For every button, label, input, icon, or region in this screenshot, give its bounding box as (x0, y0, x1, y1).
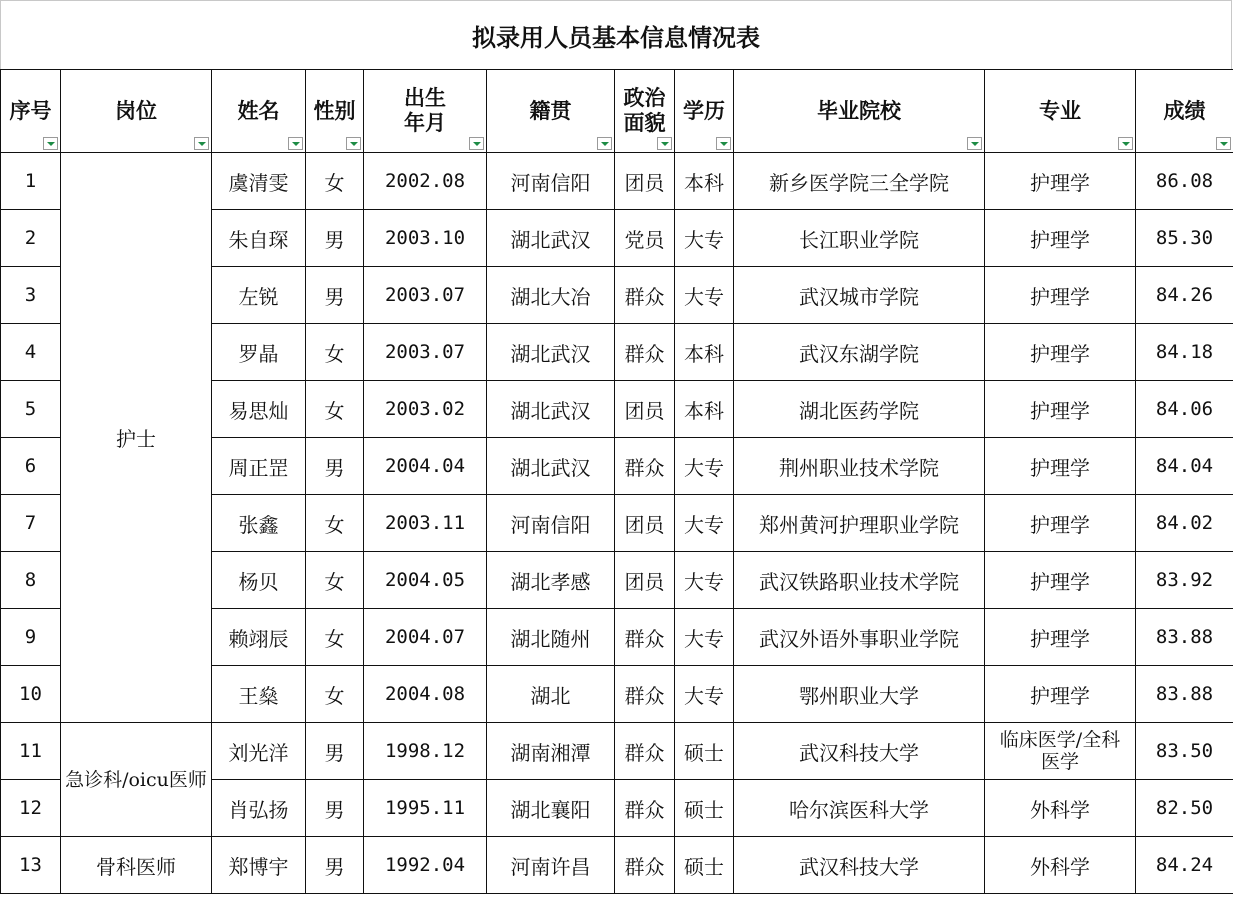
cell-origin[interactable]: 湖北孝感 (487, 552, 615, 609)
filter-dropdown-icon[interactable] (1118, 137, 1133, 150)
cell-school[interactable]: 武汉铁路职业技术学院 (734, 552, 985, 609)
header-cell[interactable]: 序号 (1, 70, 61, 153)
cell-political[interactable]: 群众 (615, 267, 675, 324)
cell-political[interactable]: 群众 (615, 609, 675, 666)
cell-education[interactable]: 硕士 (675, 723, 734, 780)
cell-position-group[interactable]: 急诊科/oicu医师 (61, 723, 212, 837)
cell-origin[interactable]: 湖北襄阳 (487, 780, 615, 837)
cell-no[interactable]: 7 (1, 495, 61, 552)
cell-score[interactable]: 83.88 (1136, 666, 1233, 723)
filter-dropdown-icon[interactable] (657, 137, 672, 150)
cell-political[interactable]: 团员 (615, 552, 675, 609)
cell-score[interactable]: 86.08 (1136, 153, 1233, 210)
cell-origin[interactable]: 湖南湘潭 (487, 723, 615, 780)
cell-birth[interactable]: 2004.05 (364, 552, 487, 609)
cell-score[interactable]: 84.06 (1136, 381, 1233, 438)
header-cell[interactable]: 姓名 (212, 70, 306, 153)
cell-school[interactable]: 荆州职业技术学院 (734, 438, 985, 495)
table-row (1, 153, 1233, 210)
cell-major[interactable]: 护理学 (985, 495, 1136, 552)
cell-score[interactable]: 84.26 (1136, 267, 1233, 324)
cell-birth[interactable]: 2003.07 (364, 267, 487, 324)
cell-origin[interactable]: 湖北武汉 (487, 324, 615, 381)
cell-no[interactable]: 6 (1, 438, 61, 495)
cell-no[interactable]: 5 (1, 381, 61, 438)
cell-score[interactable]: 83.50 (1136, 723, 1233, 780)
cell-gender[interactable]: 女 (306, 666, 364, 723)
cell-major[interactable]: 护理学 (985, 666, 1136, 723)
table-row (1, 837, 1233, 894)
cell-birth[interactable]: 2003.07 (364, 324, 487, 381)
cell-score[interactable]: 85.30 (1136, 210, 1233, 267)
cell-no[interactable]: 13 (1, 837, 61, 894)
cell-school[interactable]: 长江职业学院 (734, 210, 985, 267)
cell-score[interactable]: 84.24 (1136, 837, 1233, 894)
cell-score[interactable]: 82.50 (1136, 780, 1233, 837)
cell-name[interactable]: 张鑫 (212, 495, 306, 552)
cell-political[interactable]: 党员 (615, 210, 675, 267)
cell-school[interactable]: 武汉科技大学 (734, 723, 985, 780)
cell-gender[interactable]: 女 (306, 381, 364, 438)
cell-no[interactable]: 1 (1, 153, 61, 210)
filter-dropdown-icon[interactable] (346, 137, 361, 150)
cell-name[interactable]: 王燊 (212, 666, 306, 723)
cell-score[interactable]: 84.18 (1136, 324, 1233, 381)
cell-political[interactable]: 团员 (615, 495, 675, 552)
cell-birth[interactable]: 2004.04 (364, 438, 487, 495)
filter-dropdown-icon[interactable] (288, 137, 303, 150)
filter-dropdown-icon[interactable] (597, 137, 612, 150)
cell-school[interactable]: 郑州黄河护理职业学院 (734, 495, 985, 552)
cell-gender[interactable]: 男 (306, 780, 364, 837)
cell-major[interactable]: 外科学 (985, 780, 1136, 837)
cell-birth[interactable]: 1998.12 (364, 723, 487, 780)
cell-name[interactable]: 周正罡 (212, 438, 306, 495)
cell-no[interactable]: 3 (1, 267, 61, 324)
cell-name[interactable]: 赖翊辰 (212, 609, 306, 666)
cell-school[interactable]: 武汉东湖学院 (734, 324, 985, 381)
cell-origin[interactable]: 湖北大冶 (487, 267, 615, 324)
cell-origin[interactable]: 湖北 (487, 666, 615, 723)
header-cell[interactable]: 学历 (675, 70, 734, 153)
cell-origin[interactable]: 河南信阳 (487, 153, 615, 210)
cell-gender[interactable]: 男 (306, 837, 364, 894)
cell-name[interactable]: 易思灿 (212, 381, 306, 438)
cell-score[interactable]: 83.88 (1136, 609, 1233, 666)
cell-political[interactable]: 团员 (615, 381, 675, 438)
cell-education[interactable]: 硕士 (675, 780, 734, 837)
cell-political[interactable]: 群众 (615, 780, 675, 837)
cell-major[interactable]: 临床医学/全科医学 (985, 723, 1136, 780)
cell-school[interactable]: 武汉外语外事职业学院 (734, 609, 985, 666)
cell-birth[interactable]: 2004.07 (364, 609, 487, 666)
cell-origin[interactable]: 湖北武汉 (487, 381, 615, 438)
header-cell[interactable]: 籍贯 (487, 70, 615, 153)
cell-gender[interactable]: 女 (306, 153, 364, 210)
cell-education[interactable]: 大专 (675, 552, 734, 609)
filter-dropdown-icon[interactable] (43, 137, 58, 150)
cell-political[interactable]: 团员 (615, 153, 675, 210)
cell-birth[interactable]: 1995.11 (364, 780, 487, 837)
cell-position-group[interactable]: 护士 (61, 153, 212, 723)
cell-major[interactable]: 护理学 (985, 267, 1136, 324)
cell-score[interactable]: 84.02 (1136, 495, 1233, 552)
cell-education[interactable]: 大专 (675, 666, 734, 723)
cell-school[interactable]: 武汉科技大学 (734, 837, 985, 894)
personnel-table (0, 69, 1233, 894)
cell-name[interactable]: 罗晶 (212, 324, 306, 381)
cell-no[interactable]: 11 (1, 723, 61, 780)
filter-dropdown-icon[interactable] (469, 137, 484, 150)
header-cell[interactable]: 岗位 (61, 70, 212, 153)
cell-name[interactable]: 郑博宇 (212, 837, 306, 894)
cell-political[interactable]: 群众 (615, 666, 675, 723)
cell-education[interactable]: 大专 (675, 609, 734, 666)
cell-gender[interactable]: 女 (306, 609, 364, 666)
filter-dropdown-icon[interactable] (967, 137, 982, 150)
cell-school[interactable]: 新乡医学院三全学院 (734, 153, 985, 210)
cell-major[interactable]: 外科学 (985, 837, 1136, 894)
cell-birth[interactable]: 2003.02 (364, 381, 487, 438)
cell-school[interactable]: 湖北医药学院 (734, 381, 985, 438)
cell-no[interactable]: 8 (1, 552, 61, 609)
cell-origin[interactable]: 河南许昌 (487, 837, 615, 894)
cell-gender[interactable]: 男 (306, 267, 364, 324)
cell-major[interactable]: 护理学 (985, 381, 1136, 438)
cell-birth[interactable]: 1992.04 (364, 837, 487, 894)
cell-major[interactable]: 护理学 (985, 210, 1136, 267)
cell-no[interactable]: 12 (1, 780, 61, 837)
cell-origin[interactable]: 湖北武汉 (487, 438, 615, 495)
cell-political[interactable]: 群众 (615, 324, 675, 381)
cell-education[interactable]: 大专 (675, 438, 734, 495)
cell-name[interactable]: 虞清雯 (212, 153, 306, 210)
cell-no[interactable]: 10 (1, 666, 61, 723)
cell-origin[interactable]: 湖北武汉 (487, 210, 615, 267)
cell-major[interactable]: 护理学 (985, 438, 1136, 495)
cell-school[interactable]: 鄂州职业大学 (734, 666, 985, 723)
header-cell[interactable]: 毕业院校 (734, 70, 985, 153)
table-title: 拟录用人员基本信息情况表 (0, 0, 1232, 69)
cell-gender[interactable]: 男 (306, 723, 364, 780)
filter-dropdown-icon[interactable] (194, 137, 209, 150)
cell-name[interactable]: 左锐 (212, 267, 306, 324)
cell-birth[interactable]: 2004.08 (364, 666, 487, 723)
header-cell[interactable]: 出生 年月 (364, 70, 487, 153)
filter-dropdown-icon[interactable] (716, 137, 731, 150)
cell-score[interactable]: 84.04 (1136, 438, 1233, 495)
cell-birth[interactable]: 2003.10 (364, 210, 487, 267)
cell-origin[interactable]: 河南信阳 (487, 495, 615, 552)
cell-gender[interactable]: 女 (306, 495, 364, 552)
header-row (1, 70, 1233, 153)
cell-score[interactable]: 83.92 (1136, 552, 1233, 609)
cell-education[interactable]: 大专 (675, 267, 734, 324)
cell-education[interactable]: 硕士 (675, 837, 734, 894)
cell-education[interactable]: 大专 (675, 495, 734, 552)
cell-major[interactable]: 护理学 (985, 609, 1136, 666)
cell-no[interactable]: 2 (1, 210, 61, 267)
cell-political[interactable]: 群众 (615, 723, 675, 780)
cell-major[interactable]: 护理学 (985, 324, 1136, 381)
cell-political[interactable]: 群众 (615, 837, 675, 894)
header-cell[interactable]: 性别 (306, 70, 364, 153)
cell-position-group[interactable]: 骨科医师 (61, 837, 212, 894)
cell-major[interactable]: 护理学 (985, 153, 1136, 210)
cell-gender[interactable]: 女 (306, 324, 364, 381)
cell-education[interactable]: 本科 (675, 153, 734, 210)
header-cell[interactable]: 成绩 (1136, 70, 1233, 153)
cell-origin[interactable]: 湖北随州 (487, 609, 615, 666)
table-row (1, 723, 1233, 780)
cell-no[interactable]: 4 (1, 324, 61, 381)
header-cell[interactable]: 政治 面貌 (615, 70, 675, 153)
cell-major[interactable]: 护理学 (985, 552, 1136, 609)
cell-name[interactable]: 肖弘扬 (212, 780, 306, 837)
cell-school[interactable]: 哈尔滨医科大学 (734, 780, 985, 837)
cell-no[interactable]: 9 (1, 609, 61, 666)
filter-dropdown-icon[interactable] (1216, 137, 1231, 150)
cell-education[interactable]: 本科 (675, 324, 734, 381)
cell-name[interactable]: 朱自琛 (212, 210, 306, 267)
cell-birth[interactable]: 2003.11 (364, 495, 487, 552)
cell-political[interactable]: 群众 (615, 438, 675, 495)
cell-education[interactable]: 大专 (675, 210, 734, 267)
cell-name[interactable]: 刘光洋 (212, 723, 306, 780)
cell-gender[interactable]: 女 (306, 552, 364, 609)
cell-gender[interactable]: 男 (306, 210, 364, 267)
cell-gender[interactable]: 男 (306, 438, 364, 495)
cell-school[interactable]: 武汉城市学院 (734, 267, 985, 324)
cell-birth[interactable]: 2002.08 (364, 153, 487, 210)
cell-name[interactable]: 杨贝 (212, 552, 306, 609)
header-cell[interactable]: 专业 (985, 70, 1136, 153)
cell-education[interactable]: 本科 (675, 381, 734, 438)
